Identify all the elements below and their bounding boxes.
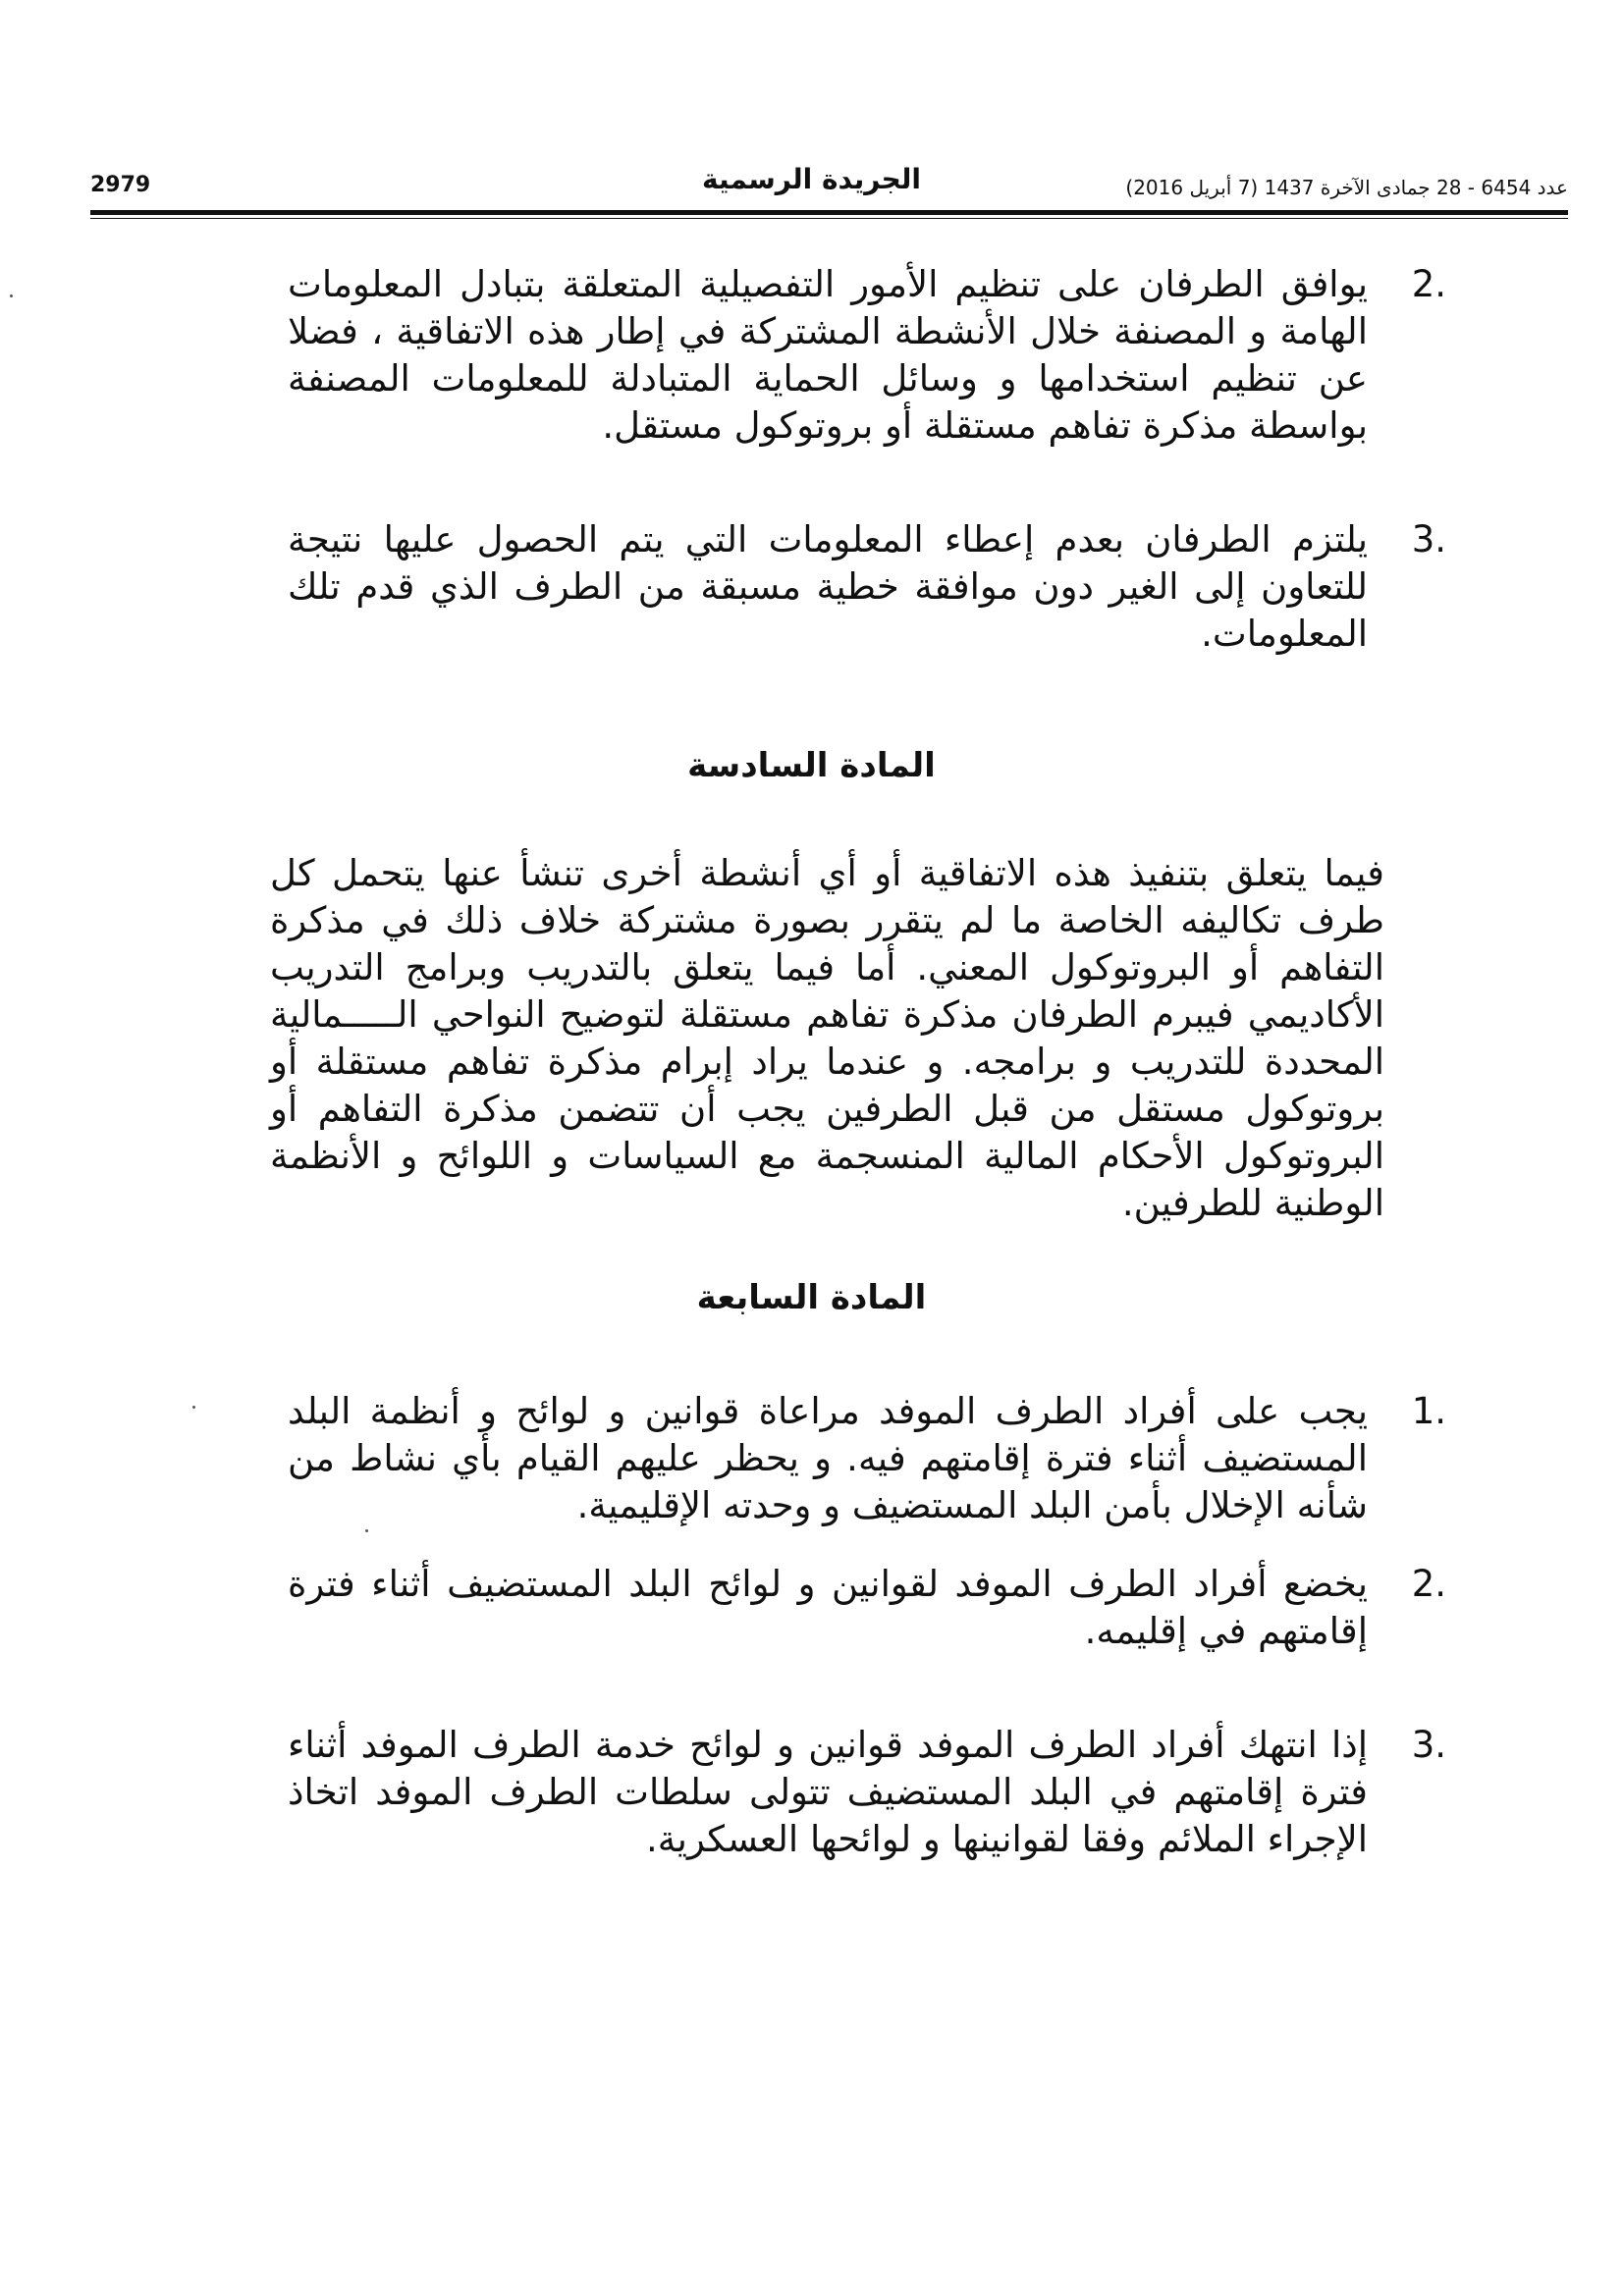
article7-heading: المادة السابعة xyxy=(696,1278,927,1317)
item-number: 3. xyxy=(1411,1724,1446,1766)
scan-speck xyxy=(192,1406,195,1409)
article7-item-1 xyxy=(288,1388,1446,1529)
item-text: يوافق الطرفان على تنظيم الأمور التفصيلية المتعلقة بتبادل المعلومات الهامة و المصنفة خلال الأنشطة المشتركة في إطار هذه الاتفاقية ، فضلا عن تنظيم استخدامها و وسائل الحماية المتبادلة للمعلومات المصنفة بواسطة مذكرة تفاهم مستقلة أو بروتوكول مستقل. xyxy=(288,263,1368,447)
article7-item-2 xyxy=(288,1561,1446,1655)
issue-info: عدد 6454 - 28 جمادى الآخرة 1437 (7 أبريل 2016) xyxy=(1125,176,1568,199)
article6-heading: المادة السادسة xyxy=(687,746,936,785)
item-number: 1. xyxy=(1411,1390,1446,1432)
item-number: 2. xyxy=(1411,263,1446,305)
journal-title: الجريدة الرسمية xyxy=(702,163,921,195)
item-text: يلتزم الطرفان بعدم إعطاء المعلومات التي يتم الحصول عليها نتيجة للتعاون إلى الغير دون موافقة خطية مسبقة من الطرف الذي قدم تلك المعلومات. xyxy=(288,518,1368,655)
item-text: يجب على أفراد الطرف الموفد مراعاة قوانين و لوائح و أنظمة البلد المستضيف أثناء فترة إقامتهم فيه. و يحظر عليهم القيام بأي نشاط من شأنه الإخلال بأمن البلد المستضيف و وحدته الإقليمية. xyxy=(288,1390,1368,1526)
page-number: 2979 xyxy=(90,173,151,197)
item-number: 3. xyxy=(1411,518,1446,561)
article5-item-2 xyxy=(288,261,1446,450)
article6-paragraph: فيما يتعلق بتنفيذ هذه الاتفاقية أو أي أنشطة أخرى تنشأ عنها يتحمل كل طرف تكاليفه الخاصة ما لم يتقرر بصورة مشتركة خلاف ذلك في مذكرة التفاهم أو البروتوكول المعني. أما فيما يتعلق بالتدريب وبرامج التدريب الأكاديمي فيبرم الطرفان مذكرة تفاهم مستقلة لتوضيح النواحي الـــــمالية المحددة للتدريب و برامجه. و عندما يراد إبرام مذكرة تفاهم مستقلة أو بروتوكول مستقل من قبل الطرفين يجب أن تتضمن مذكرة التفاهم أو البروتوكول الأحكام المالية المنسجمة مع السياسات و اللوائح و الأنظمة الوطنية للطرفين. xyxy=(270,852,1384,1224)
item-text: إذا انتهك أفراد الطرف الموفد قوانين و لوائح خدمة الطرف الموفد أثناء فترة إقامتهم في البلد المستضيف تتولى سلطات الطرف الموفد اتخاذ الإجراء الملائم وفقا لقوانينها و لوائحها العسكرية. xyxy=(288,1724,1368,1860)
header-rule-thin xyxy=(90,218,1568,219)
article5-item-3 xyxy=(288,516,1446,658)
scan-speck xyxy=(365,1529,368,1532)
item-number: 2. xyxy=(1411,1563,1446,1605)
scan-speck xyxy=(10,294,13,297)
header-rule xyxy=(90,210,1568,215)
item-text: يخضع أفراد الطرف الموفد لقوانين و لوائح البلد المستضيف أثناء فترة إقامتهم في إقليمه. xyxy=(288,1563,1368,1652)
article7-item-3 xyxy=(288,1722,1446,1863)
